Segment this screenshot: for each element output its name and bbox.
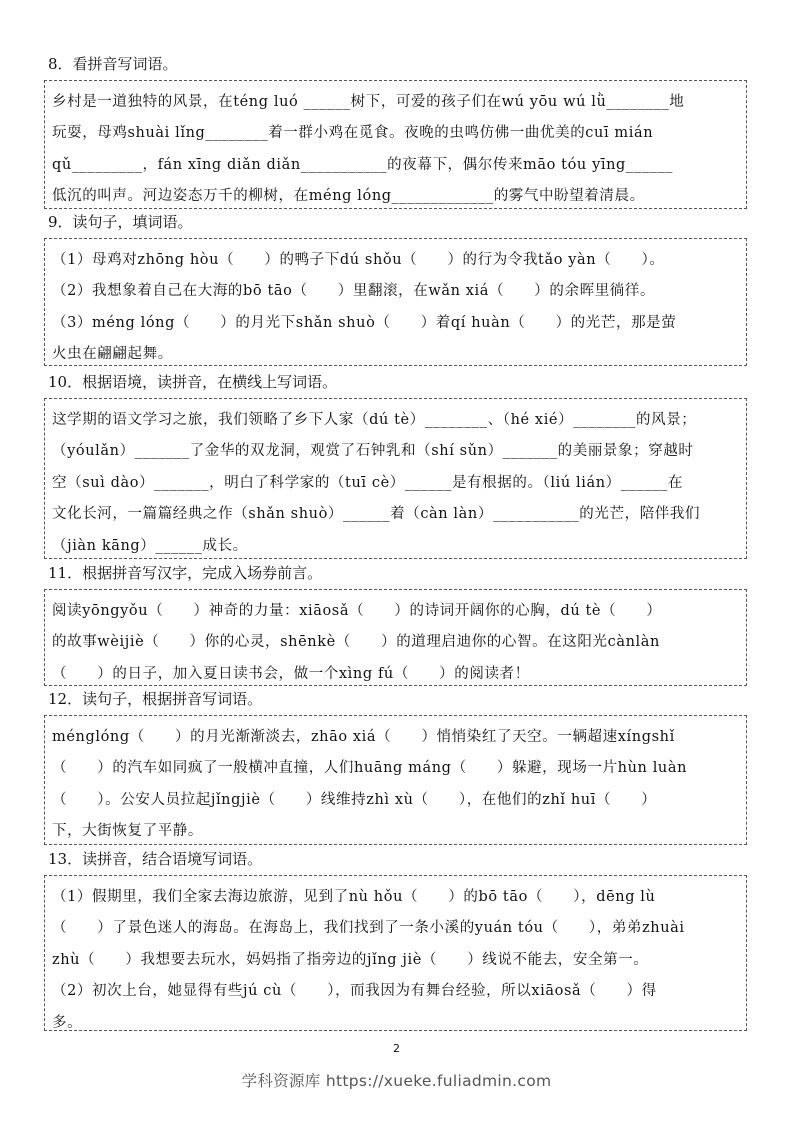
question-8-line-2: 玩耍，母鸡shuài lǐng________着一群小鸡在觅食。夜晚的虫鸣仿佛一曲优美的cuī mián (52, 125, 654, 142)
footer-watermark: 学科资源库 https://xueke.fuliadmin.com (241, 1072, 552, 1090)
question-13-line-3: zhù（ ）我想要去玩水，妈妈指了指旁边的jǐng jiè（ ）线说不能去，安全第一。 (52, 951, 649, 968)
question-12-line-3: （ ）。公安人员拉起jǐngjiè（ ）线维持zhì xù（ ），在他们的zhǐ huī（ ） (52, 791, 657, 808)
question-13-line-2: （ ）了景色迷人的海岛。在海岛上，我们找到了一条小溪的yuán tóu（ ），弟弟zhuài (52, 920, 685, 937)
question-11-box (44, 589, 747, 686)
question-11-line-1: 阅读yōngyǒu（ ）神奇的力量：xiāosǎ（ ）的诗词开阔你的心胸，dú tè（ ） (52, 603, 662, 619)
question-13-line-1: （1）假期里，我们全家去海边旅游，见到了nù hǒu（ ）的bō tāo（ ），dēng lù (52, 889, 656, 905)
question-8-title: 8．看拼音写词语。 (48, 55, 178, 73)
question-11-line-2: 的故事wèijiè（ ）你的心灵，shēnkè（ ）的道理启迪你的心智。在这阳光cànlàn (52, 634, 660, 651)
question-13-box (44, 875, 747, 1031)
question-10-box (44, 398, 747, 559)
question-10-line-5: （jiàn kāng）______成长。 (52, 537, 248, 554)
question-9-box (44, 238, 747, 366)
question-11-line-3: （ ）的日子，加入夏日读书会，做一个xìng fú（ ）的阅读者！ (52, 665, 530, 682)
question-12-line-1: ménglóng（ ）的月光渐渐淡去，zhāo xiá（ ）悄悄染红了天空。一辆超速xíngshǐ (52, 729, 675, 745)
question-9-line-3: （3）méng lóng（ ）的月光下shǎn shuò（ ）着qí huàn（ ）的光芒，那是萤 (52, 314, 677, 331)
question-12-line-2: （ ）的汽车如同疯了一般横冲直撞，人们huāng máng（ ）躲避，现场一片hùn luàn (52, 760, 688, 777)
question-10-title: 10．根据语境，读拼音，在横线上写词语。 (48, 373, 338, 391)
question-10-line-1: 这学期的语文学习之旅，我们领略了乡下人家（dú tè）________、（hé xié）________的风景； (52, 412, 697, 428)
question-9-title: 9．读句子，填词语。 (48, 213, 193, 231)
question-8-line-1: 乡村是一道独特的风景，在téng luó ______树下，可爱的孩子们在wú yōu wú lǜ________地 (52, 94, 685, 110)
question-8-box (44, 80, 747, 209)
question-9-line-1: （1）母鸡对zhōng hòu（ ）的鸭子下dú shǒu（ ）的行为令我tǎo yàn（ ）。 (52, 252, 665, 268)
question-13-line-5: 多。 (52, 1014, 83, 1031)
question-12-title: 12．读句子，根据拼音写词语。 (48, 690, 263, 708)
question-11-title: 11．根据拼音写汉字，完成入场券前言。 (48, 564, 323, 582)
question-13-line-4: （2）初次上台，她显得有些jú cù（ ），而我因为有舞台经验，所以xiāosǎ（ ）得 (52, 983, 657, 1000)
question-8-line-3: qǔ_________，fán xīng diǎn diǎn___________的夜幕下，偶尔传来māo tóu yīng______ (52, 156, 674, 173)
question-12-box (44, 715, 747, 845)
question-10-line-3: 空（suì dào）_______，明白了科学家的（tuī cè）______是有根据的。（liú lián）______在 (52, 474, 683, 491)
question-10-line-2: （yóulǎn）_______了金华的双龙洞，观赏了石钟乳和（shí sǔn）_______的美丽景象；穿越时 (52, 443, 694, 460)
question-13-title: 13．读拼音，结合语境写词语。 (48, 850, 263, 868)
question-8-line-4: 低沉的叫声。河边姿态万千的柳树，在méng lóng_____________的雾气中盼望着清晨。 (52, 188, 645, 205)
question-9-line-4: 火虫在翩翩起舞。 (52, 345, 173, 362)
question-10-line-4: 文化长河，一篇篇经典之作（shǎn shuò）______着（càn làn）___________的光芒，陪伴我们 (52, 506, 701, 523)
page-number: 2 (393, 1042, 400, 1055)
question-12-line-4: 下，大街恢复了平静。 (52, 823, 203, 840)
question-9-line-2: （2）我想象着自己在大海的bō tāo（ ）里翻滚，在wǎn xiá（ ）的余晖里徜徉。 (52, 283, 656, 300)
